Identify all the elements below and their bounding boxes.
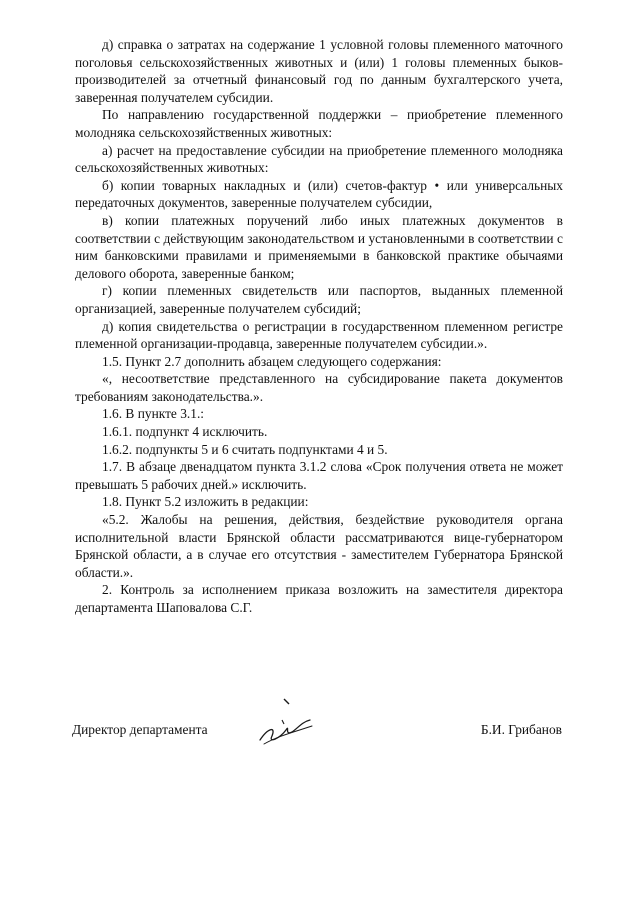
paragraph-1-6-2: 1.6.2. подпункты 5 и 6 считать подпунктами 4 и 5. xyxy=(102,441,388,457)
signatory-title: Директор департамента xyxy=(72,722,208,737)
paragraph-item-d: д) копия свидетельства о регистрации в государственном племенном регистре племенной организации-продавца, заверенные получателем субсидии.». xyxy=(75,318,563,352)
signatory-name: Б.И. Грибанов xyxy=(480,722,562,737)
paragraph-1-5: 1.5. Пункт 2.7 дополнить абзацем следующего содержания: xyxy=(102,353,442,369)
paragraph-item-g: г) копии племенных свидетельств или паспортов, выданных племенной организацией, заверенные получателем субсидий; xyxy=(75,283,563,316)
signature-block xyxy=(72,718,562,746)
paragraph-cert-costs: д) справка о затратах на содержание 1 условной головы племенного маточного поголовья сельскохозяйственных животных и (или) 1 головы племенных быков-производителей за отчетный финансовый год по данным бухгалтерского учета, заверенная получателем субсидии. xyxy=(75,37,563,105)
paragraph-1-8: 1.8. Пункт 5.2 изложить в редакции: xyxy=(102,494,309,510)
paragraph-item-b: б) копии товарных накладных и (или) счетов-фактур • или универсальных передаточных документов, заверенные получателем субсидии, xyxy=(75,177,563,211)
paragraph-1-5-text: «, несоответствие представленного на субсидирование пакета документов требованиям законодательства.». xyxy=(75,371,563,404)
paragraph-5-2: «5.2. Жалобы на решения, действия, бездействие руководителя органа исполнительной власти Брянской области рассматриваются вице-губернатором Брянской области, а в случае его отсутствия - заместителем Губернатора Брянской области.». xyxy=(75,512,563,580)
document-body xyxy=(75,36,563,617)
paragraph-support-direction: По направлению государственной поддержки – приобретение племенного молодняка сельскохозяйственных животных: xyxy=(75,107,563,140)
paragraph-1-6-1: 1.6.1. подпункт 4 исключить. xyxy=(102,424,268,440)
handwritten-signature-icon xyxy=(254,714,316,750)
scan-mark-icon xyxy=(283,698,291,706)
paragraph-item-a: а) расчет на предоставление субсидии на приобретение племенного молодняка сельскохозяйственных животных: xyxy=(75,142,563,176)
paragraph-item-v: в) копии платежных поручений либо иных платежных документов в соответствии с действующим законодательством и установленными в соответствии с ним банковскими правилами и применяемыми в банковской практике обычаями делового оборота, заверенные банком; xyxy=(75,212,563,281)
paragraph-control: 2. Контроль за исполнением приказа возложить на заместителя директора департамента Шаповалова С.Г. xyxy=(75,582,563,615)
paragraph-1-7: 1.7. В абзаце двенадцатом пункта 3.1.2 слова «Срок получения ответа не может превышать 5 рабочих дней.» исключить. xyxy=(75,459,563,492)
paragraph-1-6: 1.6. В пункте 3.1.: xyxy=(102,406,205,422)
